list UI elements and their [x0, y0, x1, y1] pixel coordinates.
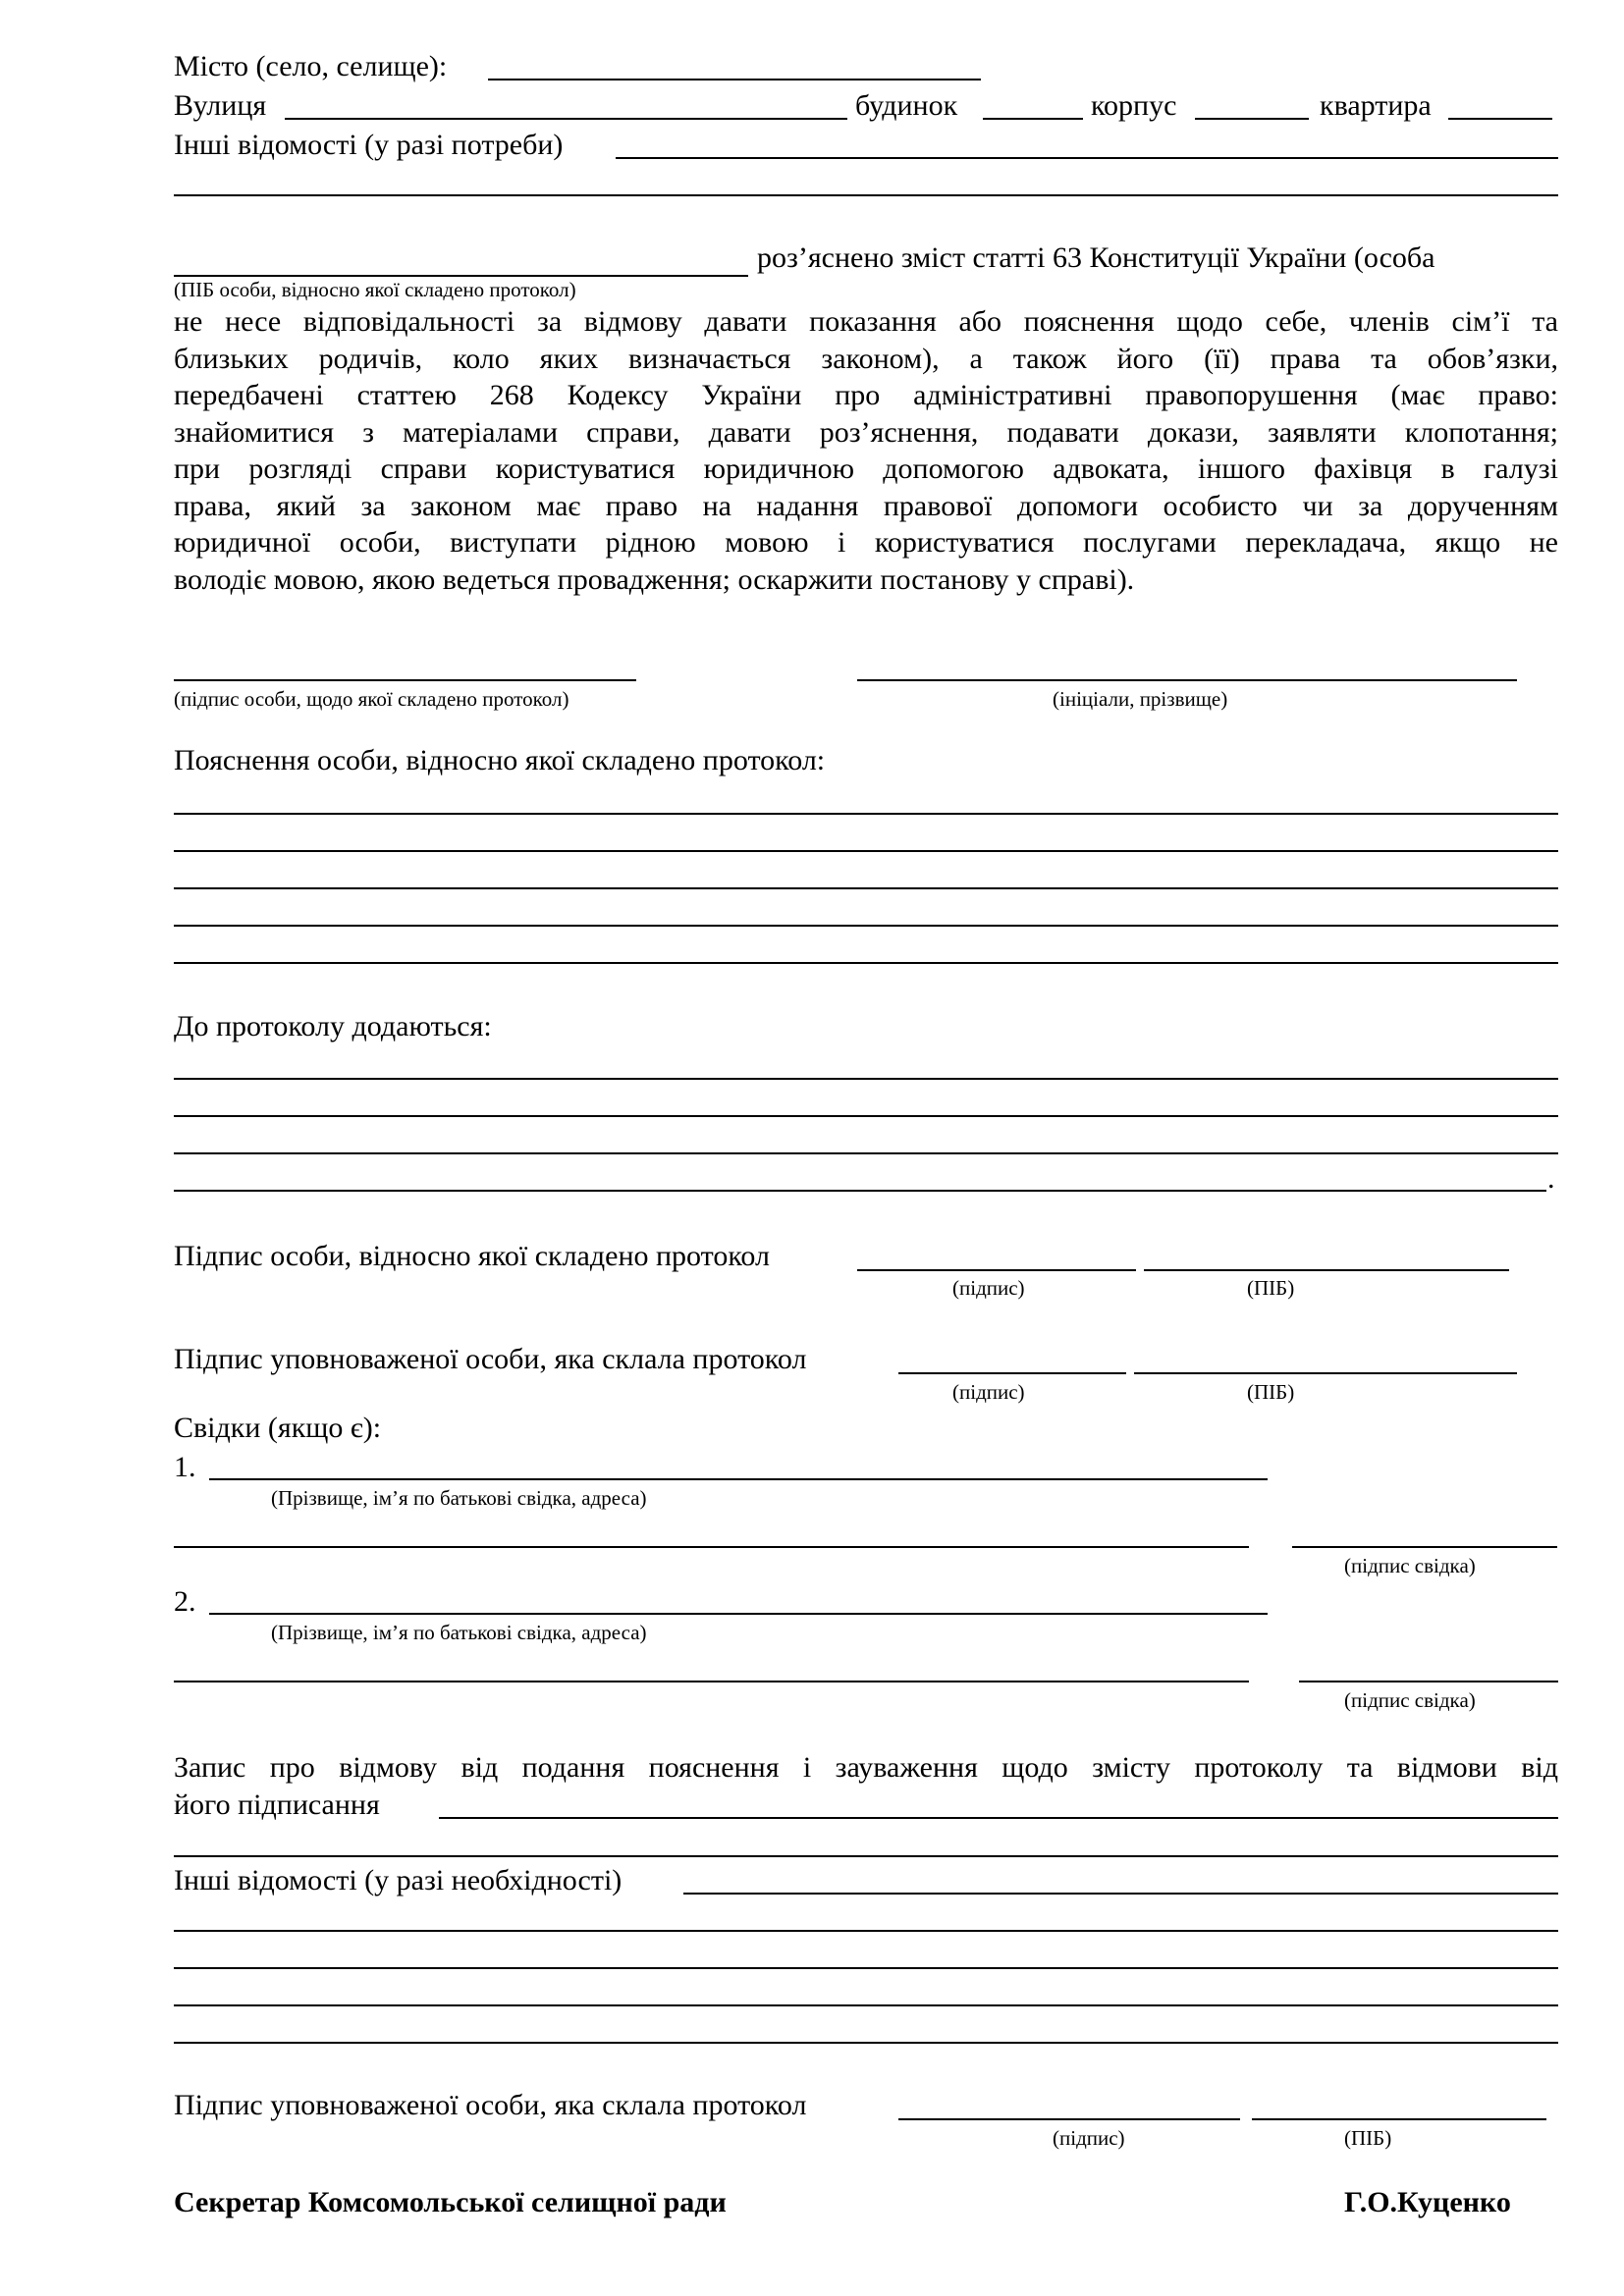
official-sign-line[interactable]	[898, 1372, 1126, 1374]
official-sign-caption: (підпис)	[952, 1380, 1025, 1404]
witnesses-label: Свідки (якщо є):	[174, 1412, 382, 1444]
rights-initials-caption: (ініціали, прізвище)	[1053, 687, 1228, 711]
attachments-end-mark: .	[1547, 1162, 1555, 1195]
final-sign-label: Підпис уповноваженої особи, яка склала протокол	[174, 2089, 807, 2121]
witness-1-caption: (Прізвище, ім’я по батькові свідка, адреса)	[271, 1486, 647, 1510]
person-sign-line[interactable]	[857, 1269, 1136, 1271]
apartment-label: квартира	[1320, 89, 1432, 122]
explanation-line[interactable]	[174, 925, 1558, 927]
official-name-line[interactable]	[1134, 1372, 1517, 1374]
final-sign-caption: (підпис)	[1053, 2126, 1125, 2150]
final-name-line[interactable]	[1252, 2118, 1546, 2120]
witness-1-address-line[interactable]	[174, 1546, 1249, 1548]
other-info-line[interactable]	[174, 1967, 1558, 1969]
rights-line: володіє мовою, якою ведеться провадження; оскаржити постанову у справі).	[174, 562, 1135, 596]
refusal-label-line1: Запис про відмову від подання пояснення і зауваження щодо змісту протоколу та відмови від	[174, 1751, 1558, 1784]
person-sign-caption: (підпис)	[952, 1276, 1025, 1300]
rights-line: передбачені статтею 268 Кодексу України про адміністративні правопорушення (має право:	[174, 379, 1558, 411]
secretary-name: Г.О.Куценко	[1344, 2186, 1511, 2218]
explanation-label: Пояснення особи, відносно якої складено протокол:	[174, 744, 826, 776]
other-address-label: Інші відомості (у разі потреби)	[174, 129, 564, 161]
building-label: корпус	[1091, 89, 1177, 122]
other-info-line[interactable]	[174, 2042, 1558, 2044]
witness-1-number: 1.	[174, 1451, 196, 1483]
street-field-line[interactable]	[285, 118, 847, 120]
house-field-line[interactable]	[983, 118, 1083, 120]
rights-sign-caption: (підпис особи, щодо якої складено протокол)	[174, 687, 569, 711]
other-info-field-line[interactable]	[683, 1893, 1558, 1895]
explanation-line[interactable]	[174, 813, 1558, 815]
attachments-line[interactable]	[174, 1078, 1558, 1080]
address-extra-line[interactable]	[174, 194, 1558, 196]
rights-line: близьких родичів, коло яких визначається законом), а також його (її) права та обов’язки,	[174, 342, 1558, 375]
rights-paragraph	[174, 303, 1558, 598]
person-name-caption: (ПІБ)	[1247, 1276, 1295, 1300]
attachments-line[interactable]	[174, 1190, 1546, 1192]
attachments-label: До протоколу додаються:	[174, 1010, 492, 1042]
rights-line: права, який за законом має право на надання правової допомоги особисто чи за дорученням	[174, 489, 1558, 522]
witness-2-sign-caption: (підпис свідка)	[1344, 1688, 1476, 1712]
secretary-position: Секретар Комсомольської селищної ради	[174, 2186, 727, 2218]
rights-line: при розгляді справи користуватися юридичною допомогою адвоката, іншого фахівця в галузі	[174, 453, 1558, 485]
final-sign-line[interactable]	[898, 2118, 1240, 2120]
explanation-line[interactable]	[174, 850, 1558, 852]
person-sign-label: Підпис особи, відносно якої складено протокол	[174, 1240, 771, 1272]
person-name-line[interactable]	[174, 275, 748, 277]
street-label: Вулиця	[174, 89, 267, 122]
person-name-sign-line[interactable]	[1144, 1269, 1509, 1271]
explanation-line[interactable]	[174, 962, 1558, 964]
witness-2-caption: (Прізвище, ім’я по батькові свідка, адреса)	[271, 1621, 647, 1644]
apartment-field-line[interactable]	[1448, 118, 1552, 120]
other-info-line[interactable]	[174, 2004, 1558, 2006]
city-field-line[interactable]	[488, 79, 981, 80]
attachments-line[interactable]	[174, 1115, 1558, 1117]
person-name-caption: (ПІБ особи, відносно якої складено протокол)	[174, 278, 576, 301]
other-info-label: Інші відомості (у разі необхідності)	[174, 1864, 623, 1896]
refusal-field-line[interactable]	[439, 1817, 1558, 1819]
rights-line: знайомитися з матеріалами справи, давати роз’яснення, подавати докази, заявляти клопотання;	[174, 415, 1558, 449]
attachments-line[interactable]	[174, 1152, 1558, 1154]
building-field-line[interactable]	[1195, 118, 1309, 120]
other-info-line[interactable]	[174, 1930, 1558, 1932]
rights-sign-line[interactable]	[174, 679, 636, 681]
official-sign-label: Підпис уповноваженої особи, яка склала протокол	[174, 1343, 807, 1375]
witness-2-number: 2.	[174, 1585, 196, 1618]
refusal-extra-line[interactable]	[174, 1855, 1558, 1857]
witness-2-sign-line[interactable]	[1299, 1681, 1558, 1682]
other-address-field-line[interactable]	[616, 157, 1558, 159]
explanation-line[interactable]	[174, 887, 1558, 889]
rights-intro: роз’яснено зміст статті 63 Конституції України (особа	[757, 241, 1435, 274]
witness-2-address-line[interactable]	[174, 1681, 1249, 1682]
rights-line: юридичної особи, виступати рідною мовою і користуватися послугами перекладача, якщо не	[174, 526, 1558, 559]
witness-2-name-line[interactable]	[209, 1613, 1268, 1615]
witness-1-name-line[interactable]	[209, 1478, 1268, 1480]
final-name-caption: (ПІБ)	[1344, 2126, 1392, 2150]
rights-line: не несе відповідальності за відмову давати показання або пояснення щодо себе, членів сім’ї та	[174, 305, 1558, 338]
house-label: будинок	[855, 89, 958, 122]
rights-initials-line[interactable]	[857, 679, 1517, 681]
refusal-label-line2: його підписання	[174, 1789, 380, 1821]
city-label: Місто (село, селище):	[174, 50, 448, 82]
official-name-caption: (ПІБ)	[1247, 1380, 1295, 1404]
witness-1-sign-caption: (підпис свідка)	[1344, 1554, 1476, 1577]
witness-1-sign-line[interactable]	[1292, 1546, 1557, 1548]
